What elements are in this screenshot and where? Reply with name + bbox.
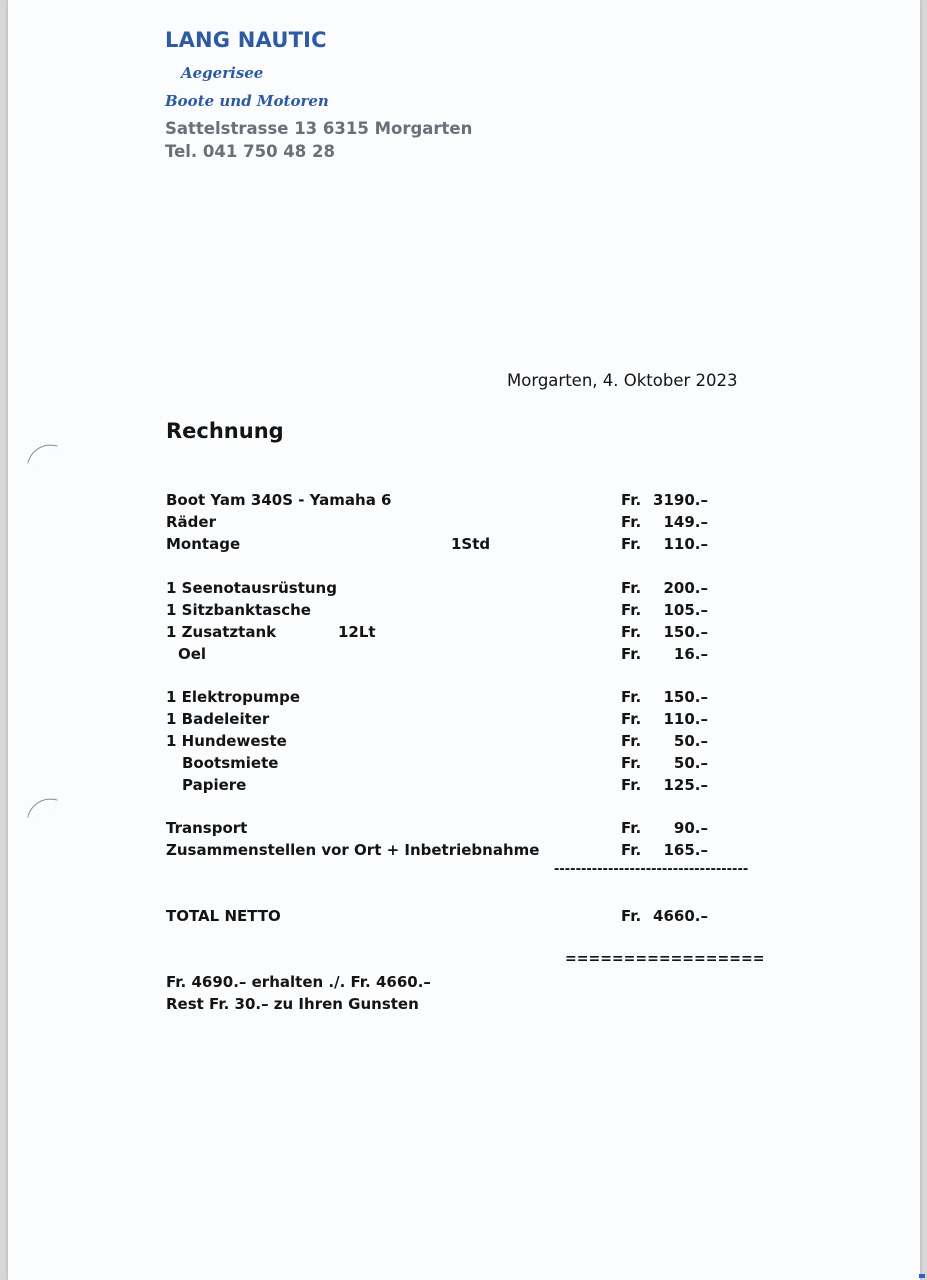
line-item-amount: 150.–: [663, 688, 708, 706]
line-item: [166, 710, 726, 732]
currency-label: Fr.: [621, 776, 642, 794]
currency-label: Fr.: [621, 688, 642, 706]
line-item-amount: 200.–: [663, 579, 708, 597]
punch-hole-mark: [27, 439, 58, 470]
currency-label: Fr.: [621, 579, 642, 597]
line-item-amount: 90.–: [673, 819, 708, 837]
invoice-page: [8, 0, 920, 1280]
double-rule: =================: [565, 951, 765, 967]
line-item: [166, 535, 726, 557]
currency-label: Fr.: [621, 754, 642, 772]
total-amount: 4660.–: [653, 907, 708, 925]
currency-label: Fr.: [621, 907, 642, 925]
line-item-description: Papiere: [182, 776, 247, 794]
line-item: [166, 623, 726, 645]
line-item-amount: 3190.–: [653, 491, 708, 509]
payment-note: Fr. 4690.– erhalten ./. Fr. 4660.–: [166, 973, 431, 991]
line-item: [166, 754, 726, 776]
punch-hole-mark: [27, 793, 58, 824]
currency-label: Fr.: [621, 535, 642, 553]
line-item-description: Zusammenstellen vor Ort + Inbetriebnahme: [166, 841, 540, 859]
line-item-description: Oel: [178, 645, 207, 663]
company-phone: Tel. 041 750 48 28: [165, 142, 335, 161]
currency-label: Fr.: [621, 710, 642, 728]
line-item: [166, 776, 726, 798]
line-item: [166, 579, 726, 601]
line-item-description: 1 Zusatztank: [166, 623, 277, 641]
line-item-description: 1 Hundeweste: [166, 732, 287, 750]
line-item-amount: 16.–: [673, 645, 708, 663]
line-item-amount: 110.–: [663, 710, 708, 728]
invoice-title: Rechnung: [166, 419, 284, 443]
line-item-description: 1 Sitzbanktasche: [166, 601, 311, 619]
currency-label: Fr.: [621, 513, 642, 531]
line-item-description: 1 Seenotausrüstung: [166, 579, 337, 597]
currency-label: Fr.: [621, 732, 642, 750]
line-item-description: Montage: [166, 535, 241, 553]
corner-mark: [919, 1274, 925, 1278]
currency-label: Fr.: [621, 491, 642, 509]
invoice-date: Morgarten, 4. Oktober 2023: [507, 371, 738, 390]
line-item-quantity: 12Lt: [338, 623, 376, 641]
letterhead-tagline-business: Boote und Motoren: [165, 92, 329, 110]
letterhead: [165, 26, 473, 161]
subtotal-rule: ------------------------------------: [554, 862, 749, 877]
line-item: [166, 645, 726, 667]
balance-note: Rest Fr. 30.– zu Ihren Gunsten: [166, 995, 419, 1013]
line-item-description: Transport: [166, 819, 248, 837]
line-item-description: Bootsmiete: [182, 754, 279, 772]
line-item: [166, 513, 726, 535]
total-line: [166, 907, 726, 929]
company-address: Sattelstrasse 13 6315 Morgarten: [165, 119, 473, 138]
line-item-amount: 125.–: [663, 776, 708, 794]
line-item: [166, 688, 726, 710]
line-item-description: Boot Yam 340S - Yamaha 6: [166, 491, 392, 509]
line-item-quantity: 1Std: [451, 535, 491, 553]
line-item-amount: 50.–: [673, 732, 708, 750]
line-item-amount: 50.–: [673, 754, 708, 772]
line-item-amount: 165.–: [663, 841, 708, 859]
currency-label: Fr.: [621, 645, 642, 663]
line-item-description: Räder: [166, 513, 216, 531]
line-item: [166, 819, 726, 841]
line-item-amount: 105.–: [663, 601, 708, 619]
company-name: LANG NAUTIC: [165, 28, 327, 52]
letterhead-tagline-lake: Aegerisee: [181, 64, 264, 82]
line-item: [166, 732, 726, 754]
line-item-description: 1 Elektropumpe: [166, 688, 301, 706]
line-item: [166, 841, 726, 863]
line-item: [166, 491, 726, 513]
line-item-amount: 150.–: [663, 623, 708, 641]
total-label: TOTAL NETTO: [166, 907, 281, 925]
line-item-description: 1 Badeleiter: [166, 710, 270, 728]
line-item: [166, 601, 726, 623]
line-item-amount: 149.–: [663, 513, 708, 531]
currency-label: Fr.: [621, 601, 642, 619]
currency-label: Fr.: [621, 819, 642, 837]
currency-label: Fr.: [621, 841, 642, 859]
currency-label: Fr.: [621, 623, 642, 641]
line-item-amount: 110.–: [663, 535, 708, 553]
